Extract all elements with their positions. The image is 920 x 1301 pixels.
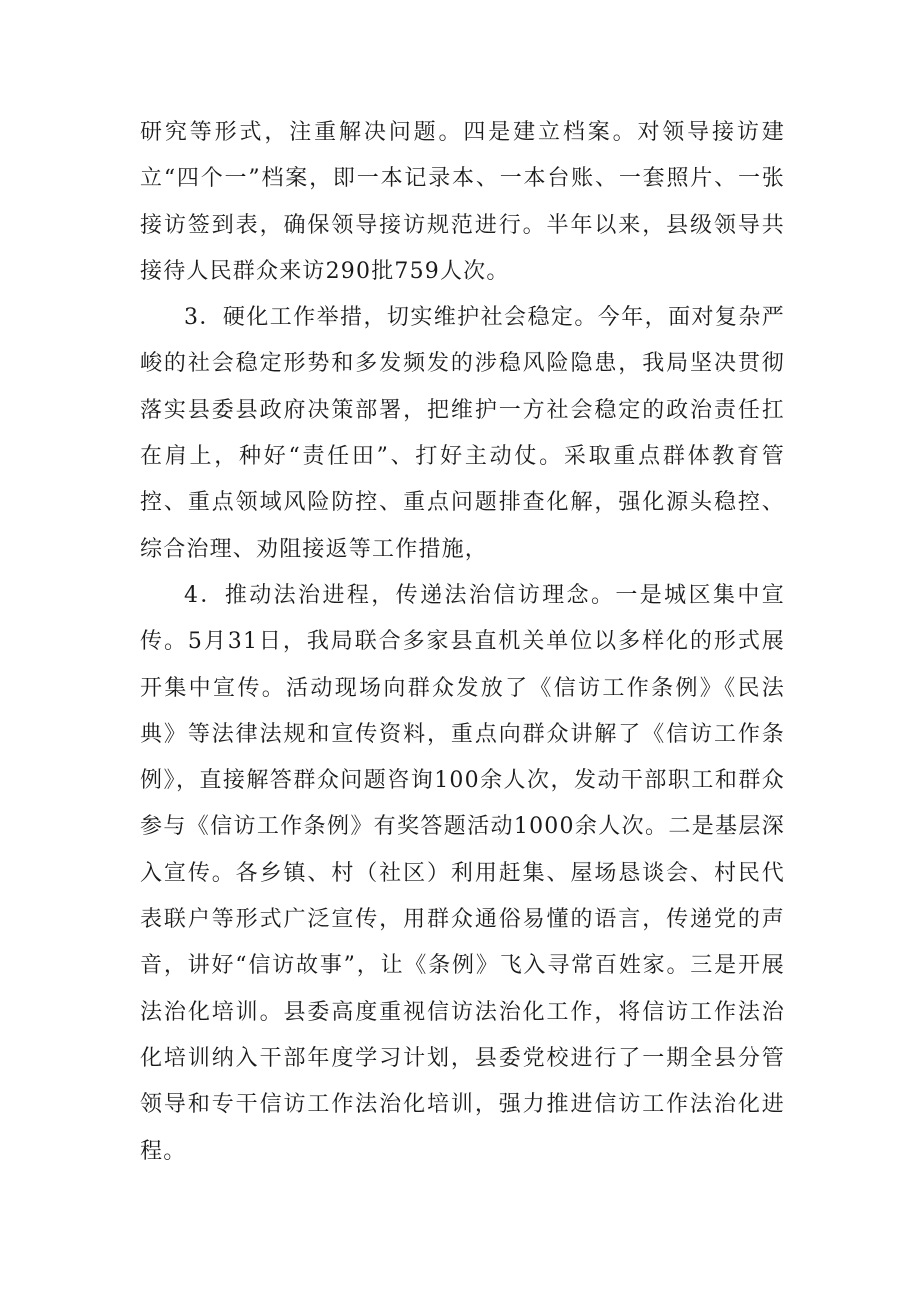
paragraph-leadership-visits: 研究等形式，注重解决问题。四是建立档案。对领导接访建立“四个一”档案，即一本记录本、一本台账、一套照片、一张接访签到表，确保领导接访规范进行。半年以来，县级领导共接待人民群众来访290批759人次。: [140, 120, 785, 284]
paragraph-social-stability: 3．硬化工作举措，切实维护社会稳定。今年，面对复杂严峻的社会稳定形势和多发频发的涉稳风险隐患，我局坚决贯彻落实县委县政府决策部署，把维护一方社会稳定的政治责任扛在肩上，种好“责任田”、打好主动仗。采取重点群体教育管控、重点领域风险防控、重点问题排查化解，强化源头稳控、综合治理、劝阻接返等工作措施，: [140, 305, 785, 562]
paragraph-rule-of-law: 4．推动法治进程，传递法治信访理念。一是城区集中宣传。5月31日，我局联合多家县直机关单位以多样化的形式展开集中宣传。活动现场向群众发放了《信访工作条例》《民法典》等法律法规和宣传资料，重点向群众讲解了《信访工作条例》，直接解答群众问题咨询100余人次，发动干部职工和群众参与《信访工作条例》有奖答题活动1000余人次。二是基层深入宣传。各乡镇、村（社区）利用赶集、屋场恳谈会、村民代表联户等形式广泛宣传，用群众通俗易懂的语言，传递党的声音，讲好“信访故事”，让《条例》飞入寻常百姓家。三是开展法治化培训。县委高度重视信访法治化工作，将信访工作法治化培训纳入干部年度学习计划，县委党校进行了一期全县分管领导和专干信访工作法治化培训，强力推进信访工作法治化进程。: [140, 582, 785, 1164]
document-body: [140, 110, 785, 1175]
